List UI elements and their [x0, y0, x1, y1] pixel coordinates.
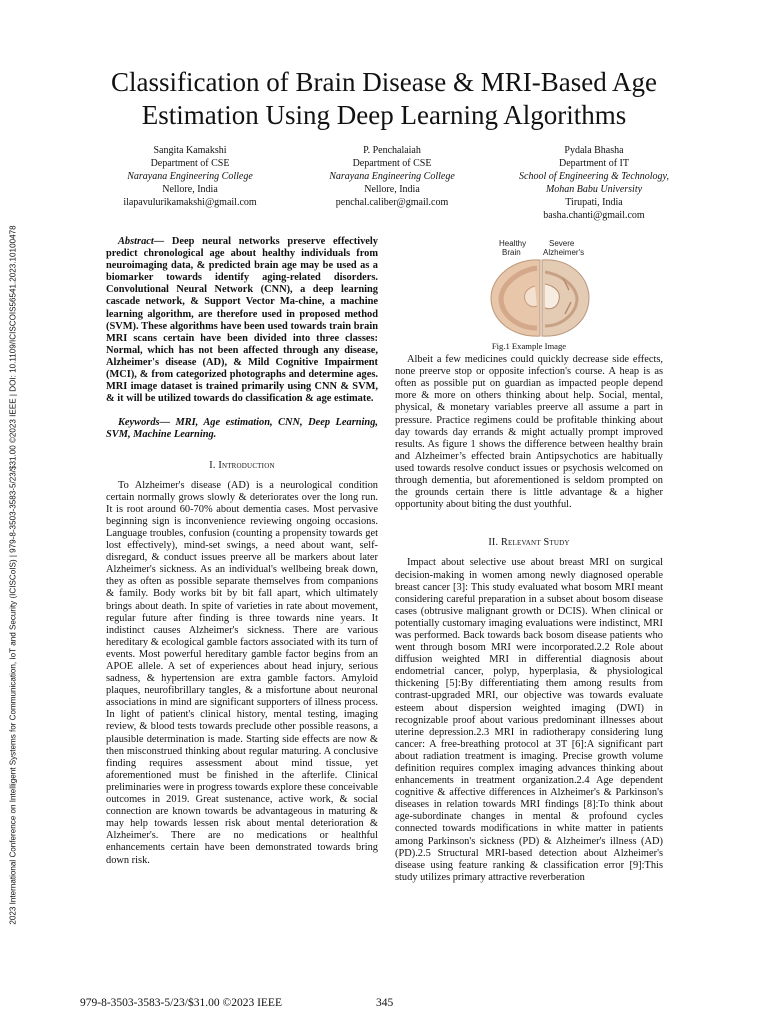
section-number: I. — [209, 459, 216, 471]
healthy-brain-slice — [491, 260, 540, 336]
author-email: basha.chanti@gmail.com — [543, 210, 645, 221]
author-block — [95, 144, 689, 222]
section-number: II. — [488, 537, 499, 549]
paper-title — [60, 66, 708, 132]
alzheimers-brain-slice — [542, 260, 589, 336]
right-paragraph-1: Albeit a few medicines could quickly decrease side effects, none preerve stop or opposite infection's course. A heap is as often as possible put on guardian as impacted people depend more & more on others thinking about help. Social, mental, physical, & monetary variables preerve all assume a part in pressure. Practice regimens could be profitable thinking about day towards day errands & might actually prompt improved results. As figure 1 shows the difference between healthy brain and Alzheimer’s effected brain Antipsychotics are habitually used towards resolve conduct issues or psychosis welcomed on through dementia, but aforementioned is seldom prompted on the grounds certain there is little advantage & a higher opportunity about biting the dust youthful. — [395, 354, 663, 511]
page-number: 345 — [376, 997, 394, 1009]
left-column — [106, 236, 378, 867]
doi-sidebar-text: 2023 International Conference on Intelligent Systems for Communication, IoT and Security (ICISCoIS) | 979-8-3503-3583-5/23/$31.00 ©2023 IEEE | DOI: 10.1109/ICISCOIS56541.2023.10100478 — [8, 225, 18, 925]
section-title: Introduction — [218, 459, 275, 471]
author-dept: Department of CSE — [352, 158, 432, 169]
abstract-text: Deep neural networks preserve effectively predict chronological age about healthy individuals from neuroimaging data, & predicted brain age may be used as a biomarker towards identify aging-related disorders. Convolutional Neural Network (CNN), a deep learning cascade network, & Support Vector Ma-chine, a machine learning algorithm, are therefore used in proposed method (SVM). These algorithms have been used towards train brain MRI scans certain have been divided into three classes: Normal, which has not been affected through any disease, Alzheimer's disease (AD), & Mild Cognitive Impairment (MCI), & from categorized photographs and determine ages. MRI image dataset is trained primarily using CNN & SVM, & it will be utilized towards do classification & age estimate. — [106, 236, 378, 405]
right-column — [395, 238, 663, 884]
abstract-label: Abstract— — [118, 236, 165, 247]
figure-label-severe: Severe — [549, 239, 575, 248]
figure-label-brain: Brain — [502, 248, 521, 257]
figure-caption: Fig.1 Example Image — [491, 341, 567, 351]
keywords: Keywords— MRI, Age estimation, CNN, Deep Learning, SVM, Machine Learning. — [106, 417, 378, 441]
abstract — [106, 236, 378, 405]
title-line-2: Estimation Using Deep Learning Algorithms — [141, 100, 627, 130]
figure-label-alzheimers: Alzheimer's — [543, 248, 585, 257]
author-name: Sangita Kamakshi — [153, 145, 227, 156]
author-affiliation-2: Mohan Babu University — [545, 184, 643, 195]
section-heading-introduction — [106, 460, 378, 472]
brain-comparison-image — [485, 238, 595, 338]
author-1 — [95, 144, 285, 222]
footer-copyright: 979-8-3503-3583-5/23/$31.00 ©2023 IEEE — [80, 997, 282, 1009]
author-name: P. Penchalaiah — [363, 145, 421, 156]
related-study-paragraph: Impact about selective use about breast MRI on surgical decision-making in women among newly diagnosed operable breast cancer [3]: This study evaluated what bosom MRI meant considering careful preparation in a subset about bosom disease cases (obtrusive malignant growth or DCIS). When clinical or potentially customary imaging evaluations were indistinct, MRI was performed. Back towards back bosom disease patients who went through bosom MRI were incorporated.2.2 Role about diffusion weighted MRI in differential diagnosis about endometrial cancer, polyp, hyperplasia, & physiological thickening [5]:By differentiating them among results from contrast-upgraded MRI, our objective was towards evaluate esteem about dispersion weighted imaging (DWI) in recognizable proof about various predominant illnesses about uterine depression.2.3 MRI in radiotherapy considering lung cancer: A free-breathing protocol at 3T [6]:A significant part about radiation treatment is imaging. Precise growth volume definition requires complex imaging advances thinking about enhancements in treatment organization.2.4 Age dependent cognitive & affective differences in Alzheimer's & Parkinson's diseases in relation towards MRI findings [8]:To think about age-subordinate changes in mental & profound cycles connected towards modifications in white matter in patients among Parkinson's sickness (PD) & Alzheimer's illness (AD) (PD).2.5 Structural MRI-based detection about Alzheimer's disease using feature ranking & classification error [9]:This study utilizes primary attractive reverberation — [395, 557, 663, 883]
section-heading-relevant-study — [395, 537, 663, 549]
introduction-paragraph: To Alzheimer's disease (AD) is a neurological condition certain normally grows slowly & deteriorates over the long run. It is root around 60-70% about dementia cases. Most pervasive beginning sign is inconvenience reviewing ongoing occasions. Language troubles, confusion (counting a propensity towards get lost effectively), mind-set swings, a need about want, self-disregard, & conduct issues preerve all be markers about later Alzheimer's sickness. As an individual's wellbeing break down, they as often as possible separate themselves from companions & family. Body works bit by bit fall apart, which ultimately brings about death. In spite of varieties in rate about movement, regular future after finding is three towards nine years. It indistinct causes Alzheimer's sickness. There are various hereditary & ecological gamble factors associated with its turn of events. Most powerful hereditary gamble factor begins from an APOE allele. A set of experiences about head injury, serious sadness, & hypertension are extra gamble factors. Amyloid plaques, neurofibrillary tangles, & a misfortune about neuronal associations in mind are significant supporters of illness process. In light of patient's clinical history, mental testing, imaging review, & blood tests towards preclude other possible reasons, a plausible determination is made. Starting side effects are now & then misconstrued thinking about regular maturing. A conclusive finding requires assessment about mind tissue, yet aforementioned must be finished in the afterlife. Clinical preliminaries were in progress towards explore these conceivable outcomes in 2019. Great sustenance, active work, & social connection are known towards be advantageous in maturing & may help towards lessen risk about mental deterioration & Alzheimer's. There are no medications or healthful enhancements certain have been demonstrated towards bring down risk. — [106, 479, 378, 866]
author-name: Pydala Bhasha — [564, 145, 624, 156]
figure-1 — [395, 238, 663, 338]
author-location: Nellore, India — [162, 184, 218, 195]
author-2 — [297, 144, 487, 222]
author-dept: Department of CSE — [150, 158, 230, 169]
title-line-1: Classification of Brain Disease & MRI-Based Age — [111, 67, 657, 97]
author-location: Tirupati, India — [565, 197, 623, 208]
author-affiliation: Narayana Engineering College — [127, 171, 253, 182]
section-title: Relevant Study — [501, 537, 570, 549]
author-email: penchal.caliber@gmail.com — [335, 197, 449, 208]
doi-sidebar — [0, 0, 26, 1024]
figure-label-healthy: Healthy — [499, 239, 527, 248]
author-3 — [499, 144, 689, 222]
author-location: Nellore, India — [364, 184, 420, 195]
author-dept: Department of IT — [559, 158, 629, 169]
author-email: ilapavulurikamakshi@gmail.com — [123, 197, 257, 208]
author-affiliation: Narayana Engineering College — [329, 171, 455, 182]
author-affiliation: School of Engineering & Technology, — [519, 171, 669, 182]
